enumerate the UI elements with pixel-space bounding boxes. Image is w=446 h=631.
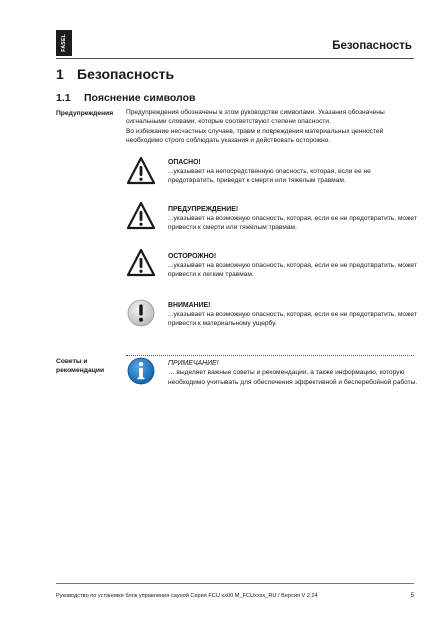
tips-label: Советы и рекомендации bbox=[56, 358, 105, 374]
header-title: Безопасность bbox=[332, 40, 412, 52]
section-title: Безопасность bbox=[77, 66, 175, 82]
danger-title: ОПАСНО! bbox=[168, 159, 201, 166]
tip-title: ПРИМЕЧАНИЕ! bbox=[168, 360, 219, 367]
subsection-title: Пояснение символов bbox=[84, 92, 196, 104]
tip-desc: … выделяет важные советы и рекомендации, а также информацию, которую необходимо учитывать для обеспечения эффективной и бесперебойной работы. bbox=[168, 369, 418, 386]
subsection-heading bbox=[56, 92, 195, 104]
attention-title: ВНИМАНИЕ! bbox=[168, 302, 211, 309]
brand-logo bbox=[56, 30, 72, 56]
danger-desc: ...указывает на непосредственную опасность, которая, если ее не предотвратить, приведет к смерти или тяжелым травмам. bbox=[168, 168, 371, 184]
page-number: 5 bbox=[410, 593, 414, 599]
warning-desc: ...указывает на возможную опасность, которая, если ее не предотвратить, может привести к смерти или тяжелым травмам. bbox=[168, 215, 417, 231]
info-icon bbox=[126, 356, 156, 386]
warnings-intro: Предупреждения обозначены в этом руководстве символами. Указания обозначены сигнальными словами, которые соответствуют степени опасности. bbox=[126, 109, 385, 125]
danger-triangle-icon bbox=[126, 156, 156, 186]
warning-block bbox=[168, 205, 418, 232]
subsection-number: 1.1 bbox=[56, 92, 71, 104]
header-divider bbox=[56, 58, 414, 59]
attention-block bbox=[168, 301, 418, 328]
section-number: 1 bbox=[56, 66, 64, 82]
warning-triangle-icon bbox=[126, 201, 156, 231]
brand-name: FASEL bbox=[60, 34, 67, 52]
tips-divider bbox=[126, 355, 414, 356]
caution-block bbox=[168, 252, 418, 279]
footer-text: Руководство по установке блок управления сауной Серия FCU xx00 M_FCUxxxx_RU / Версия V 2.24 bbox=[56, 593, 318, 599]
caution-title: ОСТОРОЖНО! bbox=[168, 253, 217, 260]
warnings-note: Во избежание несчастных случаев, травм и повреждения материальных ценностей необходимо строго соблюдать указания и действовать осторожно. bbox=[126, 128, 384, 144]
caution-desc: ...указывает на возможную опасность, которая, если ее не предотвратить, может привести к легким травмам. bbox=[168, 262, 417, 278]
section-heading bbox=[56, 66, 174, 82]
warnings-label: Предупреждения bbox=[56, 110, 114, 117]
caution-triangle-icon bbox=[126, 248, 156, 278]
warning-title: ПРЕДУПРЕЖДЕНИЕ! bbox=[168, 206, 239, 213]
attention-desc: ...указывает на возможную опасность, которая, если ее не предотвратить, может привести к материальному ущербу. bbox=[168, 311, 417, 327]
tip-block bbox=[168, 359, 418, 388]
footer-divider bbox=[56, 583, 414, 584]
attention-circle-icon bbox=[126, 298, 156, 328]
danger-block bbox=[168, 158, 418, 185]
